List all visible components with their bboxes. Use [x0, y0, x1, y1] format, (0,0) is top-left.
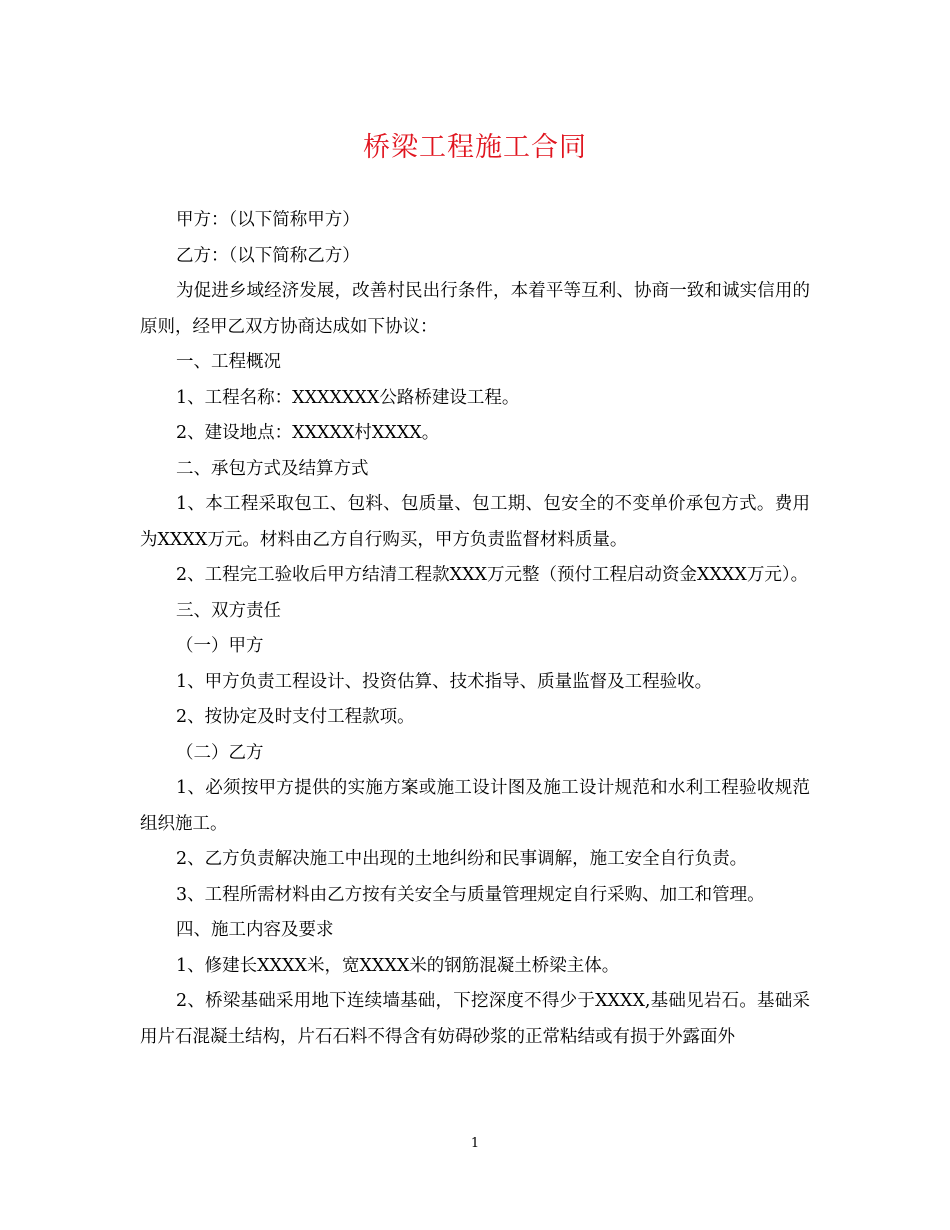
construction-item-2: 2、桥梁基础采用地下连续墙基础，下挖深度不得少于XXXX,基础见岩石。基础采用片石混凝土结构，片石石料不得含有妨碍砂浆的正常粘结或有损于外露面外 — [140, 991, 810, 1047]
contract-method-item-1: 1、本工程采取包工、包料、包质量、包工期、包安全的不变单价承包方式。费用为XXXX万元。材料由乙方自行购买，甲方负责监督材料质量。 — [140, 494, 810, 550]
section-heading-responsibilities: 三、双方责任 — [176, 600, 281, 621]
overview-item-2: 2、建设地点：XXXXX村XXXX。 — [176, 423, 440, 443]
contract-method-item-2: 2、工程完工验收后甲方结清工程款XXX万元整（预付工程启动资金XXXX万元）。 — [176, 565, 809, 585]
party-b-item-3: 3、工程所需材料由乙方按有关安全与质量管理规定自行采购、加工和管理。 — [176, 884, 765, 905]
construction-item-1: 1、修建长XXXX米，宽XXXX米的钢筋混凝土桥梁主体。 — [176, 955, 620, 976]
party-a-line: 甲方：（以下简称甲方） — [176, 210, 360, 230]
party-b-item-2: 2、乙方负责解决施工中出现的土地纠纷和民事调解，施工安全自行负责。 — [176, 849, 748, 869]
section-heading-contract-method: 二、承包方式及结算方式 — [176, 458, 369, 479]
page-number: 1 — [470, 1136, 480, 1151]
subheading-party-b: （二）乙方 — [176, 742, 264, 763]
overview-item-1: 1、工程名称：XXXXXXX公路桥建设工程。 — [176, 387, 520, 408]
party-a-item-1: 1、甲方负责工程设计、投资估算、技术指导、质量监督及工程验收。 — [176, 671, 713, 692]
section-heading-construction: 四、施工内容及要求 — [176, 920, 334, 940]
preamble-paragraph: 为促进乡域经济发展，改善村民出行条件，本着平等互利、协商一致和诚实信用的原则，经甲乙双方协商达成如下协议： — [140, 281, 810, 337]
document-body — [140, 203, 810, 1055]
section-heading-overview: 一、工程概况 — [176, 352, 281, 372]
party-a-item-2: 2、按协定及时支付工程款项。 — [176, 707, 415, 727]
party-b-item-1: 1、必须按甲方提供的实施方案或施工设计图及施工设计规范和水利工程验收规范组织施工。 — [140, 778, 810, 834]
party-b-line: 乙方：（以下简称乙方） — [176, 245, 360, 266]
subheading-party-a: （一）甲方 — [176, 636, 264, 656]
document-title: 桥梁工程施工合同 — [363, 132, 587, 163]
